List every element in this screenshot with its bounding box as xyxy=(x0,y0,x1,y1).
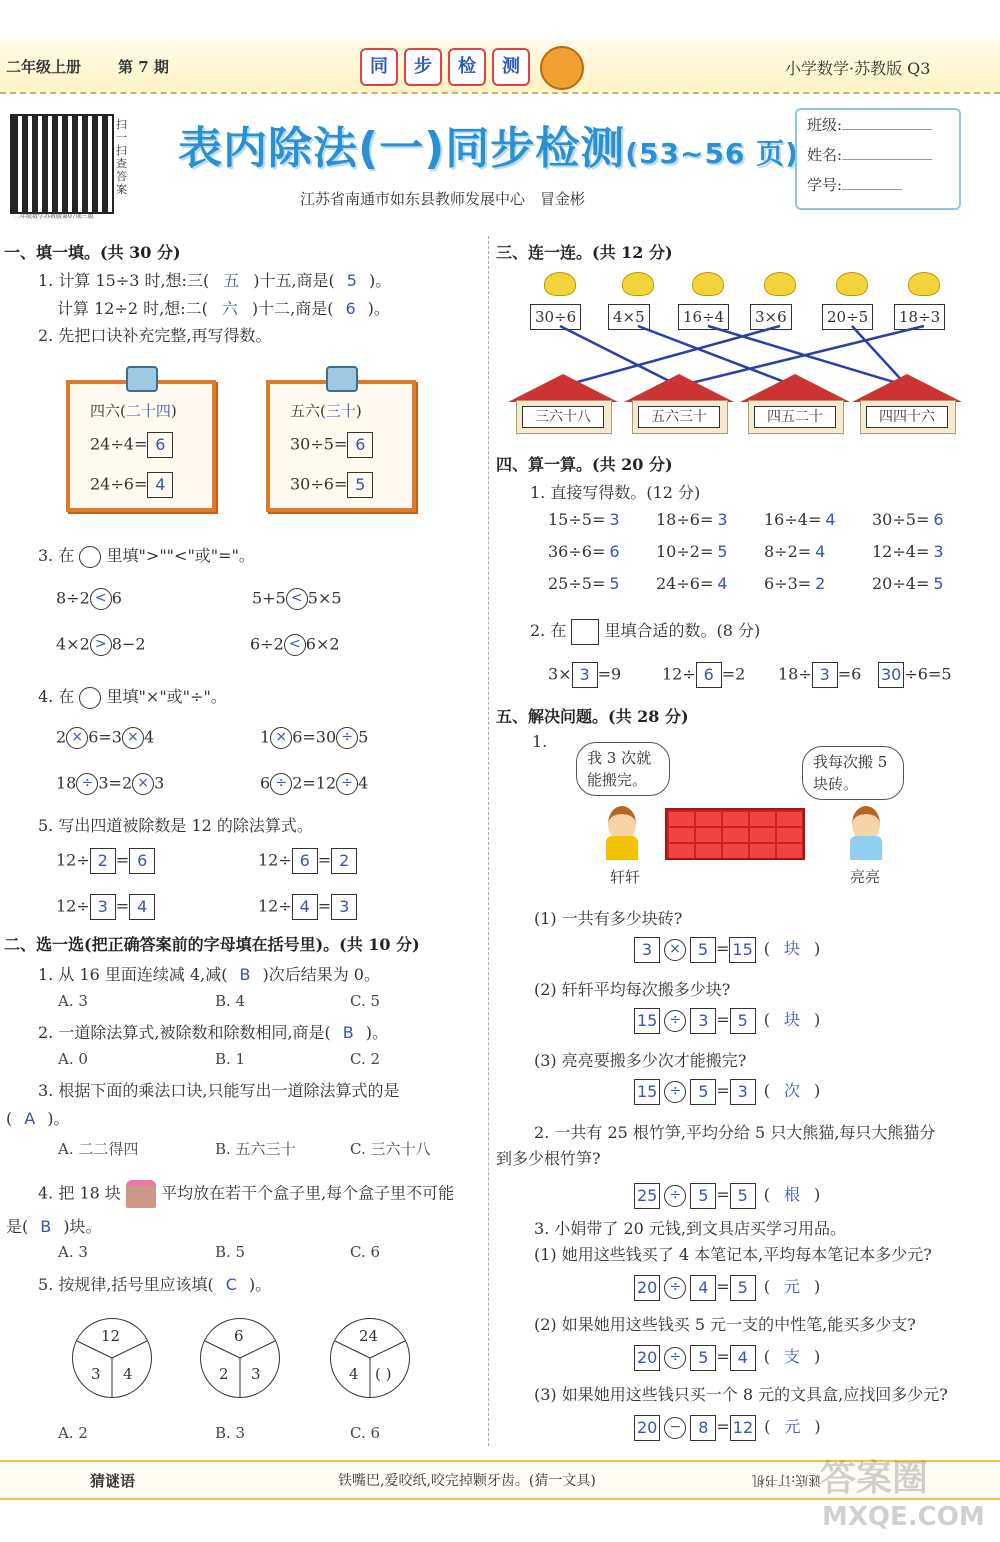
eq-operand: 5 xyxy=(690,1345,716,1371)
unit: ( xyxy=(763,939,771,958)
bird-icon xyxy=(544,272,576,296)
division-item: 12÷ 6 = 2 xyxy=(258,848,357,874)
house-icon[interactable] xyxy=(740,374,850,434)
unit-answer: 次 xyxy=(784,1081,801,1100)
arith-answer: 4 xyxy=(717,574,728,593)
arith-answer: 6 xyxy=(933,510,944,529)
sub-question: (1) 她用这些钱买了 4 本笔记本,平均每本笔记本多少元? xyxy=(534,1245,932,1264)
operator-circle: ÷ xyxy=(664,1277,686,1299)
computation-grid xyxy=(548,510,988,606)
mc-q4-answer: 是( B )块。 xyxy=(6,1217,102,1236)
arith-item xyxy=(656,510,728,529)
card-label: 3×6 xyxy=(750,304,792,330)
unit: ) xyxy=(814,1417,821,1436)
compare-item: 5+5 < 5×5 xyxy=(252,588,342,610)
author-line: 江苏省南通市如东县教师发展中心 冒金彬 xyxy=(300,190,586,208)
arith-answer: 3 xyxy=(609,510,620,529)
roof xyxy=(852,374,962,402)
tile: 步 xyxy=(404,48,442,86)
unit: ) xyxy=(814,1010,821,1029)
equals: = xyxy=(716,1185,730,1204)
eq-result: 5 xyxy=(730,1275,756,1301)
option: A. 3 xyxy=(58,992,88,1010)
name-field[interactable]: 姓名: xyxy=(797,140,959,170)
equals: = xyxy=(716,1277,730,1296)
class-field[interactable]: 班级: xyxy=(797,110,959,140)
mc-q4: 4. 把 18 块 平均放在若干个盒子里,每个盒子里不可能 xyxy=(38,1180,454,1208)
q1-line1: 1. 计算 15÷3 时,想:三( 五 )十五,商是( 5 )。 xyxy=(38,271,392,290)
word-problem: 3. 小娟带了 20 元钱,到文具店买学习用品。 xyxy=(534,1219,846,1238)
equation-row xyxy=(634,1344,820,1371)
arith-expr: 20÷4= xyxy=(872,574,930,593)
arith-item xyxy=(764,542,825,561)
column-divider xyxy=(488,236,489,1446)
compare-item: 8÷2 < 6 xyxy=(56,588,122,610)
arith-answer: 4 xyxy=(815,542,826,561)
unit-answer: 元 xyxy=(784,1417,801,1436)
unit: ( xyxy=(763,1277,771,1296)
sub-question: (3) 亮亮要搬多少次才能搬完? xyxy=(534,1051,747,1070)
arith-expr: 18÷6= xyxy=(656,510,714,529)
section-4-heading: 四、算一算。(共 20 分) xyxy=(496,455,673,474)
operator-item: 1 × 6=30 ÷ 5 xyxy=(260,727,368,749)
arith-item xyxy=(764,574,825,593)
house-label: 三六十八 xyxy=(522,406,604,428)
arith-expr: 24÷6= xyxy=(656,574,714,593)
boy-icon xyxy=(846,806,886,862)
arith-answer: 2 xyxy=(815,574,826,593)
equation-row xyxy=(634,936,820,963)
division-item: 12÷ 4 = 3 xyxy=(258,894,357,920)
sub-question: (2) 如果她用这些钱买 5 元一支的中性笔,能买多少支? xyxy=(534,1315,916,1334)
mc-q5: 5. 按规律,括号里应该填( C )。 xyxy=(38,1275,272,1294)
option: B. 4 xyxy=(215,992,246,1010)
riddle-text: 铁嘴巴,爱咬纸,咬完掉颗牙齿。(猜一文具) xyxy=(338,1473,596,1489)
section-1-heading: 一、填一填。(共 30 分) xyxy=(4,243,181,262)
option: C. 5 xyxy=(350,992,381,1010)
tile: 测 xyxy=(492,48,530,86)
eq-operand: 15 xyxy=(634,1008,660,1034)
eq-operand: 5 xyxy=(690,937,716,963)
riddle-answer: 谜底:订书机 xyxy=(752,1472,822,1487)
house-row xyxy=(508,374,978,436)
arith-item xyxy=(764,510,836,529)
bird-icon xyxy=(908,272,940,296)
watermark-logo: 答案圈 xyxy=(820,1458,929,1499)
fill-item: 18÷ 3 =6 xyxy=(778,662,861,688)
division-item: 12÷ 2 = 6 xyxy=(56,848,155,874)
fill-item: 30 ÷6=5 xyxy=(878,662,952,688)
eq-result: 4 xyxy=(730,1345,756,1371)
number-wheel: 6 2 3 xyxy=(200,1318,280,1398)
arith-item xyxy=(548,542,620,561)
qr-caption: 二年级数学苏教版第07期三版 xyxy=(14,213,94,220)
equation-row xyxy=(634,1007,820,1034)
mc-q3-answer: ( A )。 xyxy=(6,1109,70,1128)
arith-answer: 3 xyxy=(717,510,728,529)
option: C. 6 xyxy=(350,1243,381,1261)
tile: 同 xyxy=(360,48,398,86)
compare-item: 4×2 > 8−2 xyxy=(56,634,146,656)
house-label: 五六三十 xyxy=(638,406,720,428)
kid-name-right: 亮亮 xyxy=(850,868,881,886)
eq-operand: 20 xyxy=(634,1345,660,1371)
house-icon[interactable] xyxy=(624,374,734,434)
eq-result: 15 xyxy=(729,937,755,963)
riddle-label: 猜谜语 xyxy=(90,1472,136,1490)
operator-circle: ÷ xyxy=(664,1010,686,1032)
q5-text: 5. 写出四道被除数是 12 的除法算式。 xyxy=(38,816,313,835)
q3-text: 3. 在 里填">""<"或"="。 xyxy=(38,543,255,568)
s4-q2-text: 2. 在 里填合适的数。(8 分) xyxy=(530,618,760,645)
option: A. 3 xyxy=(58,1243,88,1261)
eq-operand: 8 xyxy=(690,1415,716,1441)
equals: = xyxy=(716,1010,730,1029)
id-field[interactable]: 学号: xyxy=(797,170,959,200)
sub-question: (3) 如果她用这些钱只买一个 8 元的文具盒,应找回多少元? xyxy=(534,1385,948,1404)
unit: ( xyxy=(763,1081,771,1100)
operator-circle: ÷ xyxy=(664,1185,686,1207)
section-3-heading: 三、连一连。(共 12 分) xyxy=(496,243,673,262)
kid-name-left: 轩轩 xyxy=(610,868,641,886)
q2-text: 2. 先把口诀补充完整,再写得数。 xyxy=(38,326,272,345)
eq-operand: 15 xyxy=(634,1079,660,1105)
qr-side-text: 扫一扫查答案 xyxy=(116,118,127,196)
number-wheel: 12 3 4 xyxy=(72,1318,152,1398)
fill-item: 12÷ 6 =2 xyxy=(662,662,745,688)
solve-area xyxy=(496,906,986,1446)
issue-label: 第 7 期 xyxy=(118,58,169,76)
option: C. 2 xyxy=(350,1050,381,1068)
division-item: 12÷ 3 = 4 xyxy=(56,894,155,920)
arith-item xyxy=(872,574,944,593)
operator-item: 2 × 6=3 × 4 xyxy=(56,727,154,749)
eq-operand: 20 xyxy=(634,1415,660,1441)
eq-operand: 25 xyxy=(634,1183,660,1209)
eq-operand: 3 xyxy=(690,1008,716,1034)
roof xyxy=(624,374,734,402)
arith-expr: 8÷2= xyxy=(764,542,812,561)
arith-answer: 3 xyxy=(933,542,944,561)
unit-answer: 块 xyxy=(784,939,801,958)
s4-q1-text: 1. 直接写得数。(12 分) xyxy=(530,483,701,502)
unit: ) xyxy=(814,1185,821,1204)
unit: ) xyxy=(814,939,821,958)
rhyme-card-a: 四六(二十四) 24÷4= 6 24÷6= 4 xyxy=(66,380,216,512)
eq-operand: 3 xyxy=(634,937,660,963)
arith-expr: 25÷5= xyxy=(548,574,606,593)
subject-label: 小学数学·苏教版 Q3 xyxy=(785,59,931,78)
operator-circle: × xyxy=(664,939,686,961)
bird-icon xyxy=(692,272,724,296)
arith-expr: 12÷4= xyxy=(872,542,930,561)
q1-line2: 计算 12÷2 时,想:二( 六 )十二,商是( 6 )。 xyxy=(57,299,390,318)
word-problem: 到多少根竹笋? xyxy=(496,1149,601,1168)
card-label: 18÷3 xyxy=(894,304,945,330)
arith-expr: 15÷5= xyxy=(548,510,606,529)
arith-item xyxy=(656,574,728,593)
operator-circle: ÷ xyxy=(664,1347,686,1369)
equation-row xyxy=(634,1274,820,1301)
equals: = xyxy=(716,939,730,958)
section-2-heading: 二、选一选(把正确答案前的字母填在括号里)。(共 10 分) xyxy=(4,935,420,954)
speech-bubble-left: 我 3 次就能搬完。 xyxy=(576,742,670,796)
eq-operand: 20 xyxy=(634,1275,660,1301)
boy-icon xyxy=(602,806,642,862)
word-problem: 2. 一共有 25 根竹笋,平均分给 5 只大熊猫,每只大熊猫分 xyxy=(534,1123,936,1142)
unit: ( xyxy=(764,1417,771,1436)
house-label: 四五二十 xyxy=(754,406,836,428)
s5-q1-number: 1. xyxy=(532,732,548,751)
arith-answer: 6 xyxy=(609,542,620,561)
sub-question: (2) 轩轩平均每次搬多少块? xyxy=(534,980,731,999)
unit: ( xyxy=(763,1347,771,1366)
eq-result: 5 xyxy=(730,1008,756,1034)
bird-icon xyxy=(764,272,796,296)
qr-code-icon[interactable] xyxy=(10,114,114,214)
arith-expr: 10÷2= xyxy=(656,542,714,561)
option: C. 6 xyxy=(350,1424,381,1442)
unit-answer: 元 xyxy=(784,1277,801,1296)
equation-row xyxy=(634,1078,820,1105)
option: B. 1 xyxy=(215,1050,246,1068)
roof xyxy=(508,374,618,402)
arith-item xyxy=(656,542,728,561)
number-wheel: 24 4 ( ) xyxy=(330,1318,410,1398)
equals: = xyxy=(716,1417,730,1436)
option: A. 二二得四 xyxy=(58,1140,139,1158)
operator-circle: − xyxy=(664,1417,686,1439)
arith-item xyxy=(872,510,944,529)
compare-item: 6÷2 < 6×2 xyxy=(250,634,340,656)
roof xyxy=(740,374,850,402)
unit: ( xyxy=(763,1185,771,1204)
operator-item: 18 ÷ 3=2 × 3 xyxy=(56,773,164,795)
bird-icon xyxy=(622,272,654,296)
arith-expr: 6÷3= xyxy=(764,574,812,593)
unit-answer: 支 xyxy=(784,1347,801,1366)
speech-bubble-right: 我每次搬 5 块砖。 xyxy=(802,746,904,800)
cake-icon xyxy=(126,1180,156,1208)
watermark-text: MXQE.COM xyxy=(822,1502,985,1532)
eq-operand: 4 xyxy=(690,1275,716,1301)
q4-text: 4. 在 里填"×"或"÷"。 xyxy=(38,684,227,709)
equals: = xyxy=(716,1081,730,1100)
card-label: 30÷6 xyxy=(530,304,581,330)
unit: ( xyxy=(763,1010,771,1029)
section-5-heading: 五、解决问题。(共 28 分) xyxy=(496,707,689,726)
eq-operand: 5 xyxy=(690,1183,716,1209)
page-title: 表内除法(一)同步检测(53~56 页) xyxy=(178,123,799,174)
arith-item xyxy=(872,542,944,561)
arith-answer: 5 xyxy=(717,542,728,561)
equation-row xyxy=(634,1182,820,1209)
card-label: 16÷4 xyxy=(678,304,729,330)
student-info-box xyxy=(795,108,961,210)
unit: ) xyxy=(814,1081,821,1100)
card-label: 20÷5 xyxy=(822,304,873,330)
operator-circle: ÷ xyxy=(664,1081,686,1103)
unit: ) xyxy=(814,1347,821,1366)
house-icon[interactable] xyxy=(852,374,962,434)
arith-expr: 16÷4= xyxy=(764,510,822,529)
tile-group xyxy=(360,48,536,86)
eq-result: 3 xyxy=(730,1079,756,1105)
eq-result: 5 xyxy=(730,1183,756,1209)
arith-expr: 36÷6= xyxy=(548,542,606,561)
clip-icon xyxy=(126,366,158,392)
bird-icon xyxy=(836,272,868,296)
arith-answer: 4 xyxy=(825,510,836,529)
operator-item: 6 ÷ 2=12 ÷ 4 xyxy=(260,773,368,795)
grade-label: 二年级上册 xyxy=(6,58,82,76)
equation-row xyxy=(634,1414,821,1441)
eq-operand: 5 xyxy=(690,1079,716,1105)
fill-item: 3× 3 =9 xyxy=(548,662,621,688)
brick-wall-icon xyxy=(665,808,805,860)
arith-answer: 5 xyxy=(609,574,620,593)
option: C. 三六十八 xyxy=(350,1140,431,1158)
option: A. 0 xyxy=(58,1050,88,1068)
option: A. 2 xyxy=(58,1424,88,1442)
house-label: 四四十六 xyxy=(866,406,948,428)
arith-item xyxy=(548,574,620,593)
equals: = xyxy=(716,1347,730,1366)
tiger-mascot-icon xyxy=(540,46,584,90)
sub-question: (1) 一共有多少块砖? xyxy=(534,909,683,928)
mc-q1: 1. 从 16 里面连续减 4,减( B )次后结果为 0。 xyxy=(38,965,380,984)
arith-expr: 30÷5= xyxy=(872,510,930,529)
clip-icon xyxy=(326,366,358,392)
card-label: 4×5 xyxy=(608,304,650,330)
rhyme-card-b: 五六(三十) 30÷5= 6 30÷6= 5 xyxy=(266,380,416,512)
mc-q2: 2. 一道除法算式,被除数和除数相同,商是( B )。 xyxy=(38,1023,389,1042)
tile: 检 xyxy=(448,48,486,86)
option: B. 3 xyxy=(215,1424,246,1442)
mc-q3: 3. 根据下面的乘法口诀,只能写出一道除法算式的是 xyxy=(38,1081,400,1100)
option: B. 五六三十 xyxy=(215,1140,296,1158)
eq-result: 12 xyxy=(730,1415,756,1441)
option: B. 5 xyxy=(215,1243,246,1261)
arith-answer: 5 xyxy=(933,574,944,593)
unit: ) xyxy=(814,1277,821,1296)
unit-answer: 块 xyxy=(784,1010,801,1029)
unit-answer: 根 xyxy=(784,1185,801,1204)
arith-item xyxy=(548,510,620,529)
house-icon[interactable] xyxy=(508,374,618,434)
